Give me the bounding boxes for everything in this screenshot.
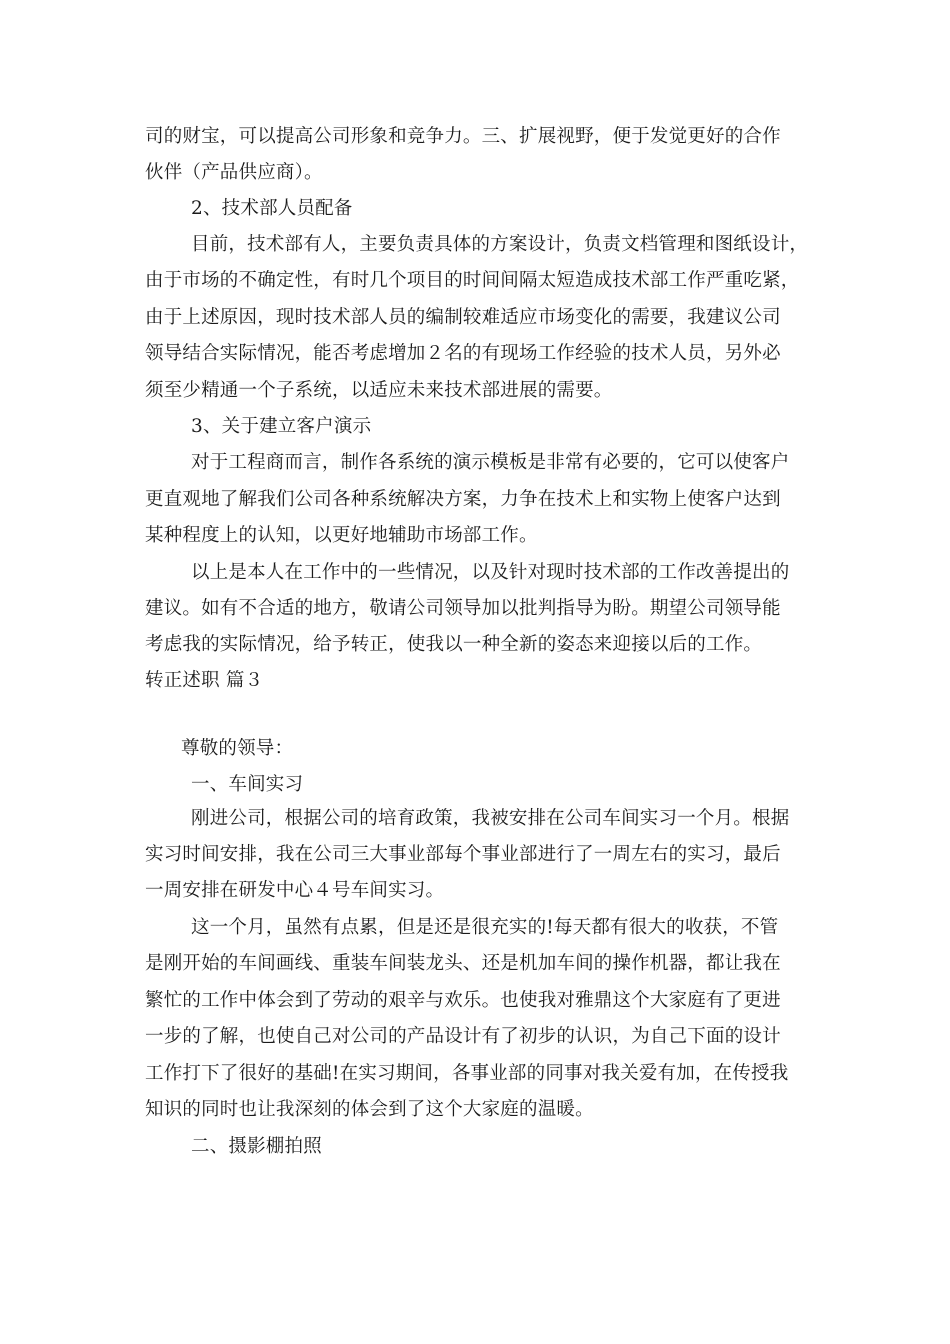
- section-heading: 3、关于建立客户演示: [191, 416, 372, 437]
- text-line: 领导结合实际情况，能否考虑增加２名的有现场工作经验的技术人员，另外必: [145, 343, 781, 364]
- text-line: 某种程度上的认知，以更好地辅助市场部工作。: [145, 525, 538, 546]
- text-line: 伙伴（产品供应商）。: [145, 162, 323, 183]
- section-heading: 二、摄影棚拍照: [191, 1136, 322, 1157]
- text-line: 是刚开始的车间画线、重装车间装龙头、还是机加车间的操作机器，都让我在: [145, 953, 781, 974]
- text-line: 一周安排在研发中心４号车间实习。: [145, 880, 445, 901]
- article-title: 转正述职 篇３: [145, 670, 264, 691]
- text-line: 一步的了解，也使自己对公司的产品设计有了初步的认识，为自己下面的设计: [145, 1026, 781, 1047]
- text-line: 目前，技术部有人，主要负责具体的方案设计，负责文档管理和图纸设计，: [191, 234, 809, 255]
- text-line: 由于上述原因，现时技术部人员的编制较难适应市场变化的需要，我建议公司: [145, 307, 781, 328]
- text-line: 繁忙的工作中体会到了劳动的艰辛与欢乐。也使我对雅鼎这个大家庭有了更进: [145, 990, 781, 1011]
- text-line: 工作打下了很好的基础!在实习期间，各事业部的同事对我关爱有加，在传授我: [145, 1063, 789, 1084]
- text-line: 对于工程商而言，制作各系统的演示模板是非常有必要的，它可以使客户: [191, 452, 790, 473]
- text-line: 建议。如有不合适的地方，敬请公司领导加以批判指导为盼。期望公司领导能: [145, 598, 781, 619]
- text-line: 司的财宝，可以提高公司形象和竞争力。三、扩展视野，便于发觉更好的合作: [145, 126, 781, 147]
- text-line: 须至少精通一个子系统，以适应未来技术部进展的需要。: [145, 380, 613, 401]
- text-line: 这一个月，虽然有点累，但是还是很充实的!每天都有很大的收获，不管: [191, 917, 779, 938]
- salutation: 尊敬的领导：: [181, 738, 294, 759]
- text-line: 考虑我的实际情况，给予转正，使我以一种全新的姿态来迎接以后的工作。: [145, 634, 763, 655]
- section-heading: 2、技术部人员配备: [191, 198, 353, 219]
- text-line: 刚进公司，根据公司的培育政策，我被安排在公司车间实习一个月。根据: [191, 808, 790, 829]
- text-line: 更直观地了解我们公司各种系统解决方案，力争在技术上和实物上使客户达到: [145, 489, 781, 510]
- text-line: 以上是本人在工作中的一些情况，以及针对现时技术部的工作改善提出的: [191, 562, 790, 583]
- text-line: 由于市场的不确定性，有时几个项目的时间间隔太短造成技术部工作严重吃紧，: [145, 270, 800, 291]
- text-line: 知识的同时也让我深刻的体会到了这个大家庭的温暖。: [145, 1099, 594, 1120]
- section-heading: 一、车间实习: [191, 774, 304, 795]
- text-line: 实习时间安排，我在公司三大事业部每个事业部进行了一周左右的实习，最后: [145, 844, 781, 865]
